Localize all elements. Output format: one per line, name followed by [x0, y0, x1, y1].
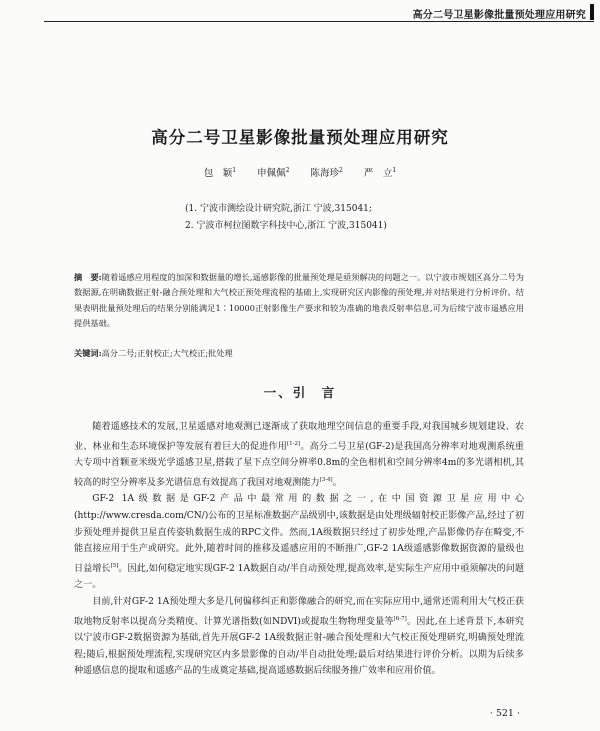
abstract: [74, 270, 524, 332]
keywords: [74, 348, 233, 359]
running-head-bar: [590, 4, 594, 20]
keywords-label: 关键词:: [74, 348, 102, 358]
body-text: [74, 419, 524, 680]
page-number: · 521 ·: [489, 708, 520, 719]
section-heading-introduction: 一、引 言: [263, 385, 337, 400]
paragraph-2: GF-2 1A级数据是GF-2产品中最常用的数据之一,在中国资源卫星应用中心(http://www.cresda.com/CN/)公布的卫星标准数据产品级别中,该数据是由处理级辐射校正影像产品,经过了初步预处理并提供卫星直传姿轨数据生成的RPC文件。然而,1A级数据只经过了初步处理,产品影像仍存在畸变,不能直接应用于生产或研究。此外,随着时间的推移及遥感应用的不断推广,GF-2 1A级遥感影像数据资源的量级也日益增长[5]。因此,如何稳定地实现GF-2 1A数据自动/半自动预处理,提高效率,是实际生产应用中亟须解决的问题之一。: [74, 494, 524, 591]
paragraph-3: 目前,针对GF-2 1A预处理大多是几何偏移纠正和影像融合的研究,而在实际应用中,通常还需利用大气校正获取地物反射率以提高分类精度、计算光谱指数(如NDVI)或提取生物物理变量等[6-7]。因此,在上述背景下,本研究以宁波市GF-2数据资源为基础,首先开展GF-2 1A级数据正射-融合预处理和大气校正预处理研究,明确预处理流程;随后,根据预处理流程,实现研究区内多景影像的自动/半自动批处理;最后对结果进行评价分析。以期为后续多种遥感信息的提取和遥感产品的生成奠定基础,提高遥感数据后续服务推广效率和应用价值。: [74, 597, 524, 677]
citation-ref: [3-4]: [319, 476, 333, 483]
affiliation-2: 2. 宁波市柯拉图数字科技中心,浙江 宁波,315041): [185, 221, 387, 231]
paper-title: 高分二号卫星影像批量预处理应用研究: [151, 128, 449, 147]
citation-ref: [5]: [110, 562, 119, 569]
author-1: 包 颖$^1$: [203, 166, 237, 179]
affiliation-1: (1. 宁波市测绘设计研究院,浙江 宁波,315041;: [185, 204, 372, 214]
author-3: 陈海珍$^2$: [310, 166, 343, 179]
author-2: 申佩佩$^2$: [257, 166, 290, 179]
citation-ref: [6-7]: [393, 615, 407, 622]
keywords-text: 高分二号;正射校正;大气校正;批处理: [101, 348, 233, 358]
author-4: 严 立$^1$: [363, 166, 397, 179]
paragraph-1: 随着遥感技术的发展,卫星遥感对地观测已逐渐成了获取地理空间信息的重要手段,对我国城乡规划建设、农业、林业和生态环境保护等发展有着巨大的促进作用[1-2]。高分二号卫星(GF-2)是我国高分辨率对地观测系统重大专项中首颗亚米级光学遥感卫星,搭载了星下点空间分辨率0.8m的全色相机和空间分辨率4m的多光谱相机,其较高的时空分辨率及多光谱信息有效提高了我国对地观测能力[3-4]。: [74, 422, 524, 488]
author-line: [0, 165, 600, 179]
running-head-title: 高分二号卫星影像批量预处理应用研究: [412, 10, 586, 21]
abstract-label: 摘 要:: [74, 272, 102, 282]
citation-ref: [1-2]: [287, 440, 301, 447]
running-head: [0, 0, 600, 28]
running-head-rule: [44, 21, 594, 22]
abstract-text: 随着遥感应用程度的加深和数据量的增长,遥感影像的批量预处理是亟须解决的问题之一。以宁波市规划区高分二号为数据源,在明确数据正射-融合预处理和大气校正预处理流程的基础上,实现研究区内影像的预处理,并对结果进行分析评价。结果表明批量预处理后的结果分别能满足1∶10000正射影像生产要求和较为准确的地表反射率信息,可为后续宁波市遥感应用提供基础。: [74, 272, 524, 329]
